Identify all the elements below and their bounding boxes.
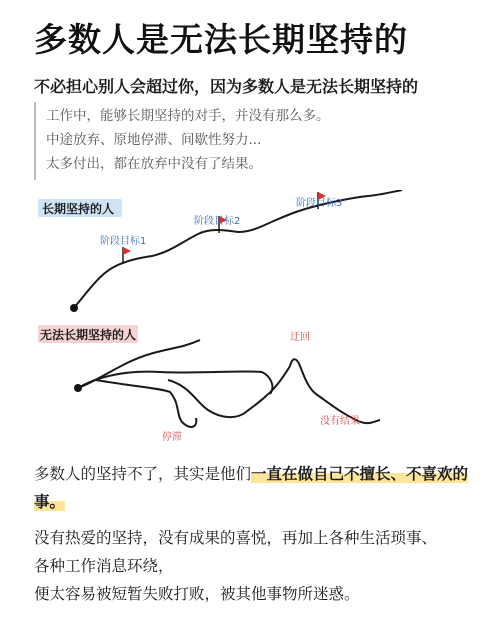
body-p2-line-2: 各种工作消息环绕， xyxy=(34,557,174,575)
bottom-tag: 无法长期坚持的人 xyxy=(40,328,137,342)
branch-no-result: 没有结果 xyxy=(320,416,360,427)
top-tag: 长期坚持的人 xyxy=(42,202,115,216)
body-paragraph-2 xyxy=(34,524,474,608)
page-title: 多数人是无法长期坚持的 xyxy=(34,20,408,59)
tangled-paths xyxy=(78,340,380,427)
start-dot-top xyxy=(70,304,78,312)
branch-detour: 迂回 xyxy=(290,332,310,343)
milestone-3: 阶段目标3 xyxy=(296,198,343,209)
body-section xyxy=(34,460,474,608)
body-p1-start: 多数人的坚持不了，其实是他们 xyxy=(34,465,252,483)
branch-stagnation: 停滞 xyxy=(162,432,182,443)
quote-line-1: 工作中，能够长期坚持的对手，并没有那么多。 xyxy=(46,108,330,124)
quote-bar xyxy=(34,102,36,180)
milestone-1: 阶段目标1 xyxy=(100,236,147,247)
body-p2-line-1: 没有热爱的坚持，没有成果的喜悦，再加上各种生活琐事、 xyxy=(34,529,438,547)
quote-block xyxy=(46,104,330,176)
body-p1-highlight: 一直在做自己不擅长、不喜欢的事。 xyxy=(34,465,469,511)
quote-line-3: 太多付出，都在放弃中没有了结果。 xyxy=(46,156,262,172)
body-p2-line-3: 便太容易被短暂失败打败，被其他事物所迷惑。 xyxy=(34,585,360,603)
persistence-diagram xyxy=(0,190,500,455)
subtitle: 不必担心别人会超过你，因为多数人是无法长期坚持的 xyxy=(34,77,419,96)
body-paragraph-1 xyxy=(34,460,474,516)
quote-line-2: 中途放弃、原地停滞、间歇性努力... xyxy=(46,132,262,148)
milestone-2: 阶段目标2 xyxy=(194,216,241,227)
